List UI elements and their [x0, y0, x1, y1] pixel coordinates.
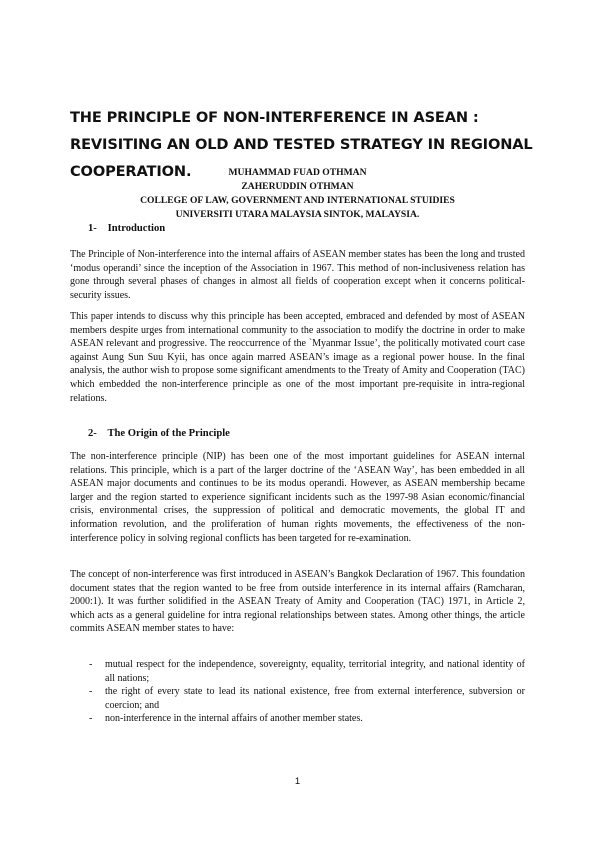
page-number: 1 — [294, 776, 301, 787]
author-block — [70, 166, 525, 222]
affiliation-university: UNIVERSITI UTARA MALAYSIA SINTOK, MALAYSIA. — [175, 209, 420, 220]
list-item — [70, 685, 525, 712]
paragraph: This paper intends to discuss why this principle has been accepted, embraced and defended by most of ASEAN members despite urges from international community to the association to modify the doctrine in order to make ASEAN relevant and progressive. The reoccurrence of the `Myanmar Issue’, the politically motivated court case against Aung Sun Suu Kyii, has once again marred ASEAN’s image as a regional power house. In the final analysis, the author wish to propose some significant amendments to the Treaty of Amity and Cooperation (TAC) which embedded the non-interference principle as one of the most important pre-requisite in intra-regional relations. — [70, 311, 525, 404]
affiliation-college: COLLEGE OF LAW, GOVERNMENT AND INTERNATIONAL STUIDIES — [140, 195, 455, 206]
list-item — [70, 712, 525, 726]
list-item-text: mutual respect for the independence, sovereignty, equality, territorial integrity, and national identity of all nations; — [105, 659, 525, 684]
list-item-text: the right of every state to lead its national existence, free from external interference, subversion or coercion; and — [105, 686, 525, 711]
author-name: ZAHERUDDIN OTHMAN — [241, 181, 354, 192]
section-title: Introduction — [107, 223, 166, 234]
article-2-list — [70, 658, 525, 726]
list-bullet: - — [89, 713, 93, 725]
list-item-text: non-interference in the internal affairs of another member states. — [105, 713, 363, 725]
paragraph: The concept of non-interference was first introduced in ASEAN’s Bangkok Declaration of 1967. This foundation document states that the region wanted to be free from outside interference in its internal affairs (Ramcharan, 2000:1). It was further solidified in the ASEAN Treaty of Amity and Cooperation (TAC) 1971, in Article 2, which acts as a general guideline for intra regional relationships between states. Among other things, the article commits ASEAN member states to have: — [70, 569, 525, 635]
section-number: 1- — [88, 223, 97, 234]
list-item — [70, 658, 525, 685]
section-number: 2- — [88, 428, 97, 439]
list-bullet: - — [89, 686, 93, 698]
section-title: The Origin of the Principle — [107, 428, 230, 439]
section-heading-origin — [88, 427, 230, 441]
list-bullet: - — [89, 659, 93, 670]
document-title: THE PRINCIPLE OF NON-INTERFERENCE IN ASEAN : REVISITING AN OLD AND TESTED STRATEGY IN REGIONAL COOPERATION. — [70, 109, 533, 180]
author-name: MUHAMMAD FUAD OTHMAN — [228, 167, 367, 178]
paragraph: The non-interference principle (NIP) has been one of the most important guidelines for ASEAN internal relations. This principle, which is a part of the larger doctrine of the ‘ASEAN Way’, has been embedded in all ASEAN major documents and continues to be its modus operandi. However, as ASEAN membership became larger and the region started to experience significant incidents such as the 1997-98 Asian economic/financial crisis, environmental crises, the suppression of political and democratic movements, the global IT and information revolution, and the proliferation of human rights movements, the effectiveness of the non-interference policy in solving regional conflicts has been targeted for re-examination. — [70, 451, 525, 544]
paragraph: The Principle of Non-interference into the internal affairs of ASEAN member states has been the long and trusted ‘modus operandi’ since the inception of the Association in 1967. This method of non-inclusiveness relation has gone through several phases of changes in almost all fields of cooperation except when it concerns political-security issues. — [70, 249, 525, 301]
section-heading-introduction — [88, 222, 165, 236]
